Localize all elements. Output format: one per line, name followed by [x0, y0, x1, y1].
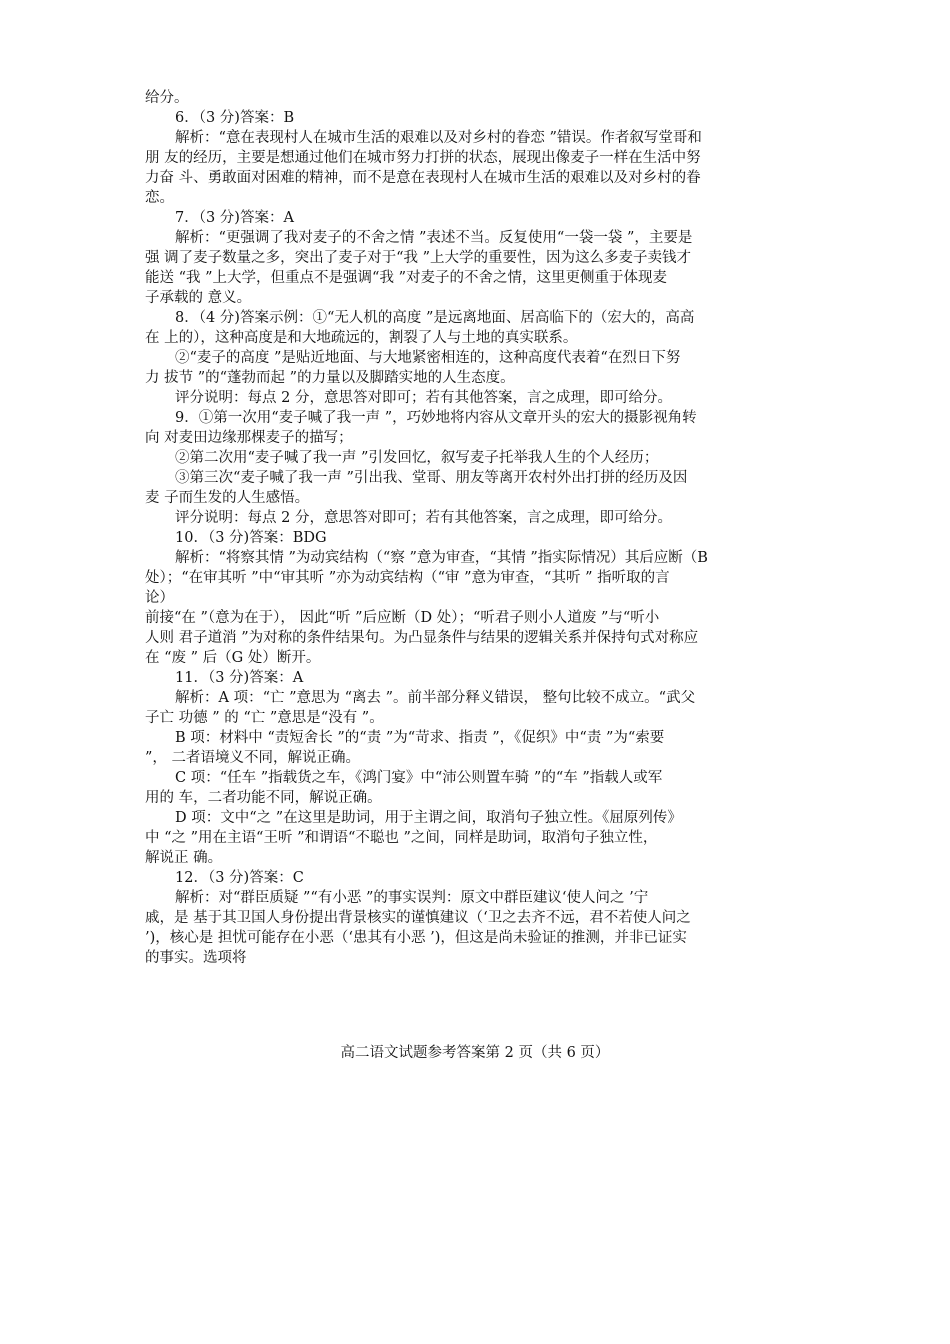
text-line: 7．（3 分)答案：A: [175, 210, 294, 226]
text-line: 麦 子而生发的人生感悟。: [145, 490, 310, 506]
text-line: D 项：文中“之 ”在这里是助词，用于主谓之间，取消句子独立性。《屈原列传》: [175, 810, 682, 826]
text-line: 评分说明：每点 2 分，意思答对即可；若有其他答案，言之成理，即可给分。: [175, 510, 672, 526]
text-line: 6．（3 分)答案：B: [175, 110, 295, 126]
text-line: ②“麦子的高度 ”是贴近地面、与大地紧密相连的，这种高度代表着“在烈日下努: [175, 350, 681, 366]
text-line: 解说正 确。: [145, 850, 223, 866]
text-line: 12．（3 分)答案：C: [175, 870, 304, 886]
text-line: 解析：A 项：“亡 ”意思为 “离去 ”。前半部分释义错误， 整句比较不成立。“武父: [175, 690, 696, 706]
text-line: 处）；“在审其听 ”中“审其听 ”亦为动宾结构（“审 ”意为审查，“其听 ” 指听取的言: [145, 570, 670, 586]
text-line: 戚，是 基于其卫国人身份提出背景核实的谨慎建议（‘卫之去齐不远，君不若使人问之: [145, 910, 691, 926]
text-line: 子亡 功德 ” 的 “亡 ”意思是“没有 ”。: [145, 710, 384, 726]
text-line: 评分说明：每点 2 分，意思答对即可；若有其他答案，言之成理，即可给分。: [175, 390, 672, 406]
text-line: 能送 “我 ”上大学，但重点不是强调“我 ”对麦子的不舍之情，这里更侧重于体现麦: [145, 270, 667, 286]
text-line: 子承载的 意义。: [145, 290, 252, 306]
text-line: 的事实。选项将: [145, 950, 247, 966]
text-line: 向 对麦田边缘那棵麦子的描写；: [145, 430, 353, 446]
text-line: 在 “废 ” 后（G 处）断开。: [145, 650, 321, 666]
text-line: 前接“在 ”（意为在于）， 因此“听 ”后应断（D 处）；“听君子则小人道废 ”与“听小: [145, 610, 660, 626]
text-line: 解析：“意在表现村人在城市生活的艰难以及对乡村的眷恋 ”错误。作者叙写堂哥和: [175, 130, 702, 146]
text-line: 8．（4 分)答案示例：①“无人机的高度 ”是远离地面、居高临下的（宏大的，高高: [175, 310, 695, 326]
text-line: B 项：材料中 “责短舍长 ”的“责 ”为“苛求、指责 ”，《促织》中“责 ”为“索要: [175, 730, 665, 746]
text-line: 强 调了麦子数量之多，突出了麦子对于“我 ”上大学的重要性，因为这么多麦子卖钱才: [145, 250, 692, 266]
text-line: 论）: [145, 590, 174, 606]
text-line: 9．①第一次用“麦子喊了我一声 ”，巧妙地将内容从文章开头的宏大的摄影视角转: [175, 410, 697, 426]
text-line: 解析：“将察其情 ”为动宾结构（“察 ”意为审查，“其情 ”指实际情况）其后应断（B: [175, 550, 708, 566]
text-line: C 项：“任车 ”指载货之车，《鸿门宴》中“沛公则置车骑 ”的“车 ”指载人或军: [175, 770, 663, 786]
text-line: 恋。: [145, 190, 174, 206]
text-line: 力 拔节 ”的“蓬勃而起 ”的力量以及脚踏实地的人生态度。: [145, 370, 515, 386]
text-line: 力奋 斗、勇敢面对困难的精神，而不是意在表现村人在城市生活的艰难以及对乡村的眷: [145, 170, 701, 186]
text-line: ”， 二者语境义不同，解说正确。: [145, 750, 361, 766]
text-line: ③第三次“麦子喊了我一声 ”引出我、堂哥、朋友等离开农村外出打拼的经历及因: [175, 470, 688, 486]
text-line: ’)，核心是 担忧可能存在小恶（‘患其有小恶 ’)，但这是尚未验证的推测，并非已证实: [145, 930, 687, 946]
text-line: 人则 君子道消 ”为对称的条件结果句。为凸显条件与结果的逻辑关系并保持句式对称应: [145, 630, 699, 646]
text-line: 在 上的），这种高度是和大地疏远的，割裂了人与土地的真实联系。: [145, 330, 578, 346]
text-line: 解析：“更强调了我对麦子的不舍之情 ”表述不当。反复使用“一袋一袋 ”，主要是: [175, 230, 693, 246]
text-line: 给分。: [145, 90, 189, 106]
text-line: 朋 友的经历，主要是想通过他们在城市努力打拼的状态，展现出像麦子一样在生活中努: [145, 150, 701, 166]
text-line: 11．（3 分)答案：A: [175, 670, 304, 686]
answer-text-body: [145, 88, 805, 968]
text-line: 10．（3 分)答案：BDG: [175, 530, 327, 546]
text-line: ②第二次用“麦子喊了我一声 ”引发回忆，叙写麦子托举我人生的个人经历；: [175, 450, 659, 466]
text-line: 中 “之 ”用在主语“王听 ”和谓语“不聪也 ”之间，同样是助词，取消句子独立性，: [145, 830, 658, 846]
text-line: 用的 车，二者功能不同，解说正确。: [145, 790, 382, 806]
page-footer: 高二语文试题参考答案第 2 页（共 6 页）: [340, 1045, 610, 1061]
text-line: 解析：对“群臣质疑 ”“有小恶 ”的事实误判：原文中群臣建议‘使人问之 ’宁: [175, 890, 649, 906]
